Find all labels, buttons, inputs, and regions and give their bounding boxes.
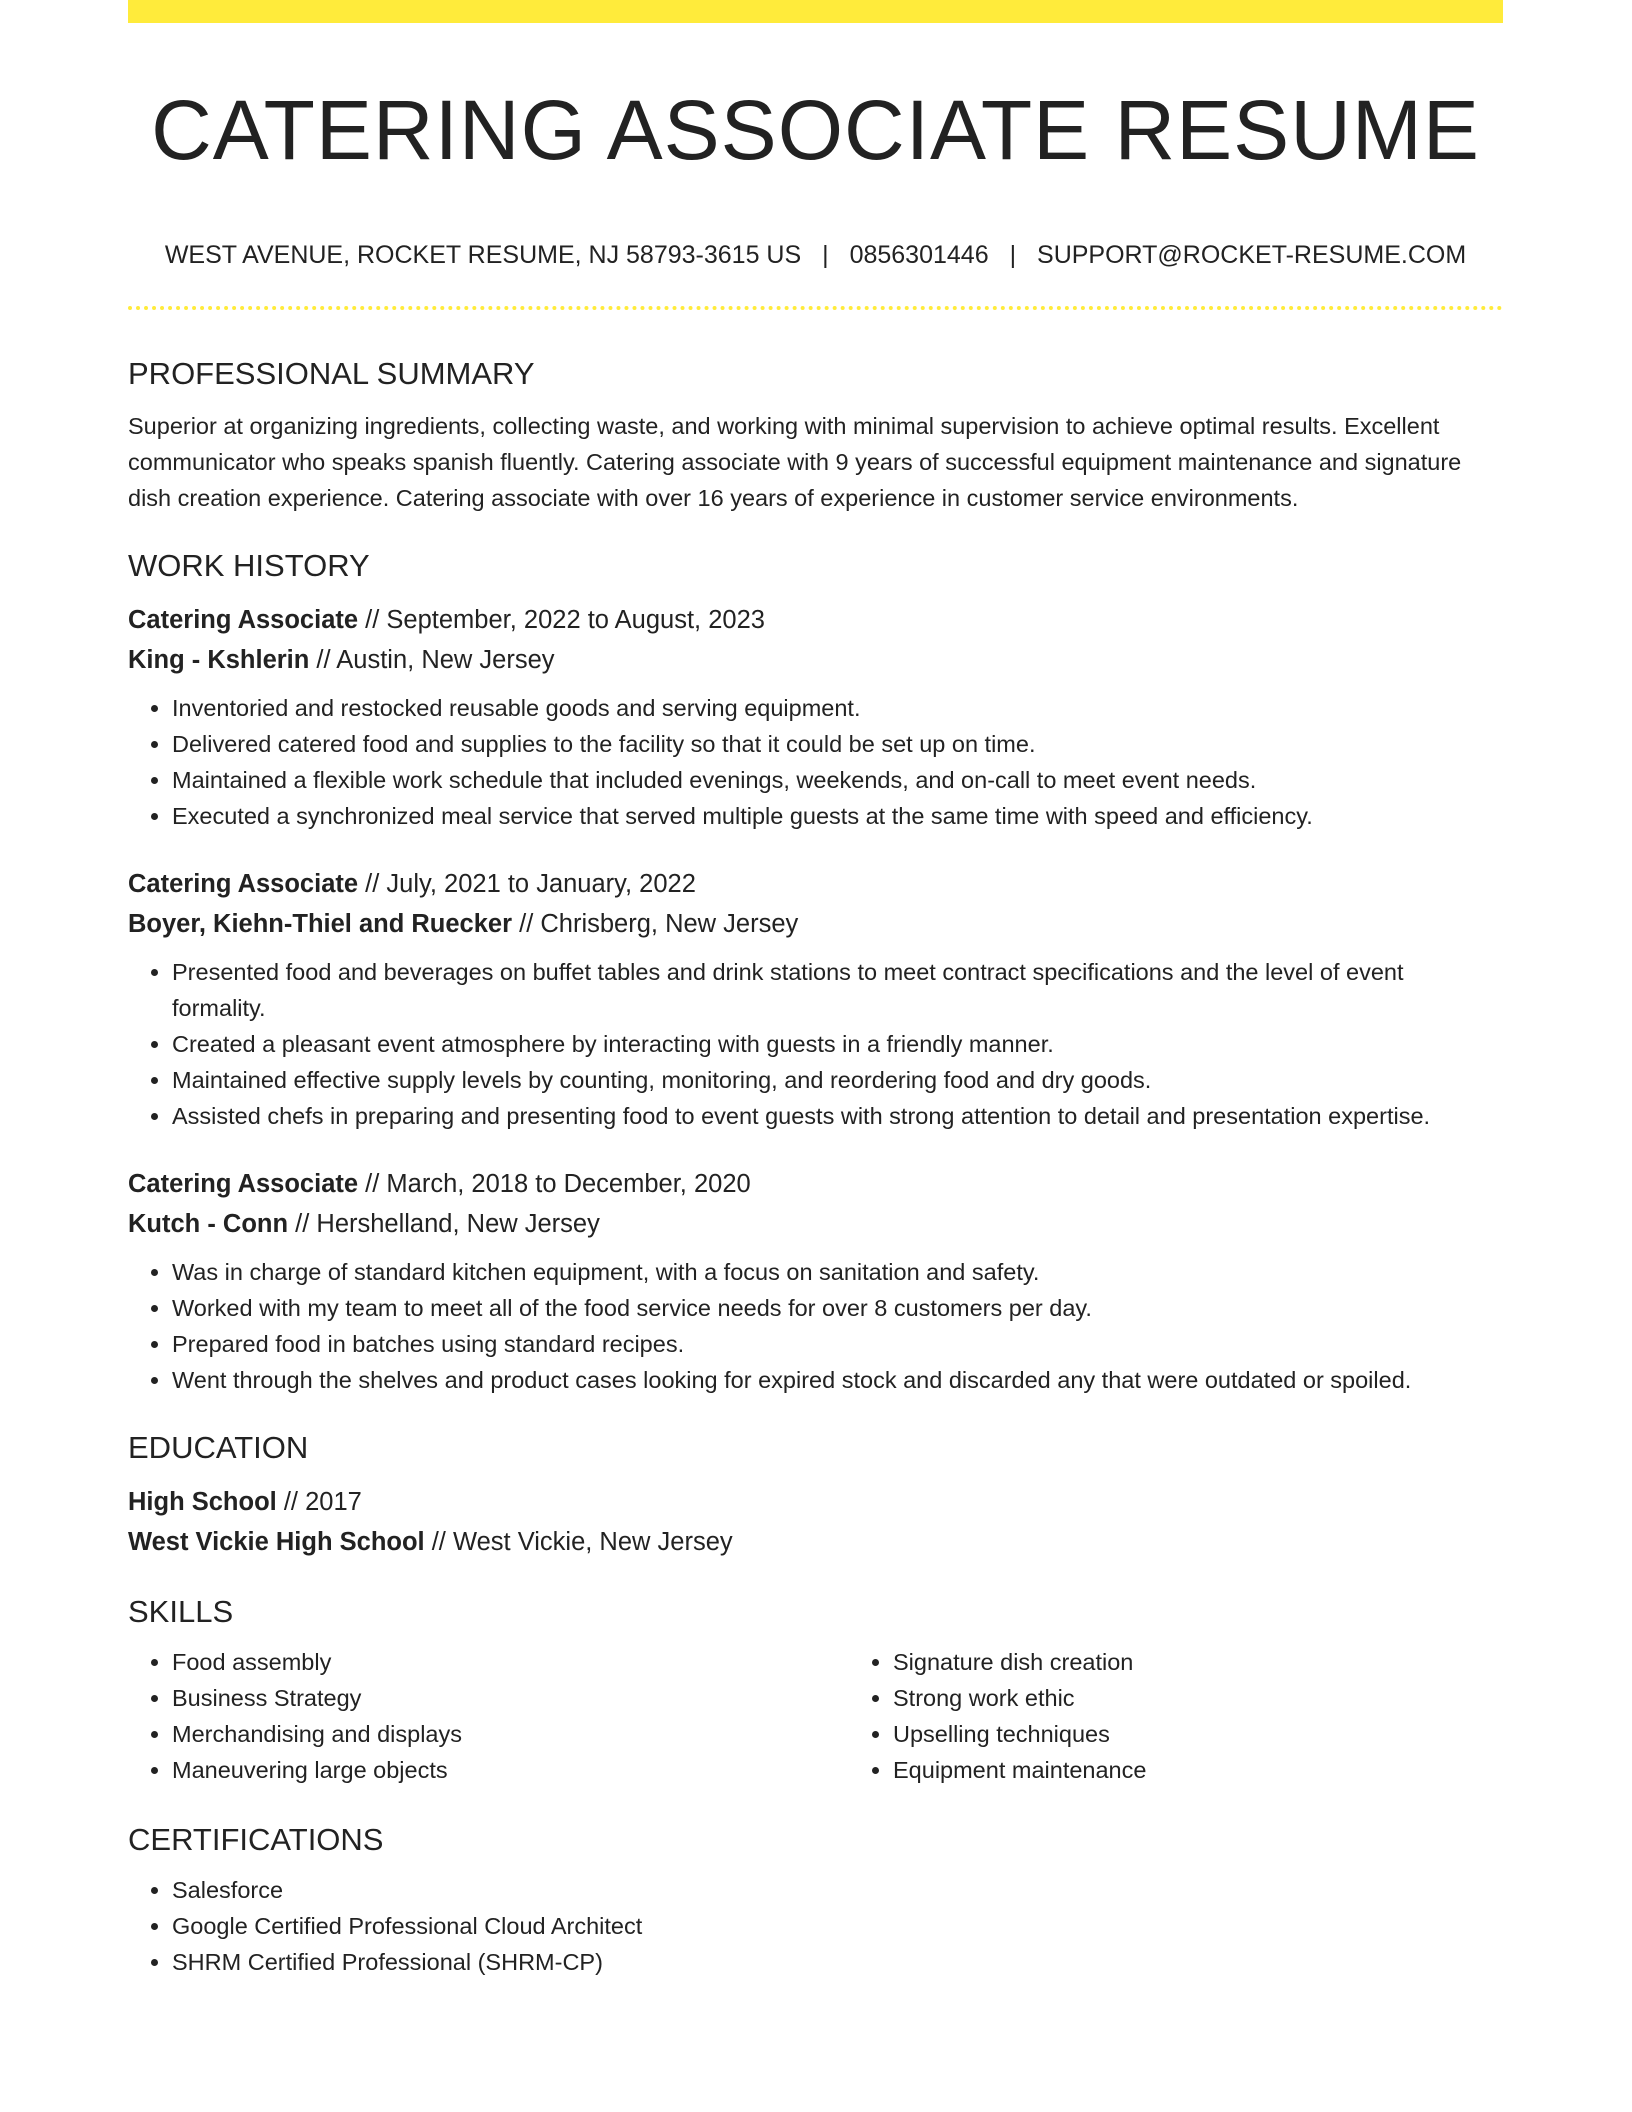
education-year: // 2017 <box>276 1488 362 1516</box>
list-item: • Was in charge of standard kitchen equipment, with a focus on sanitation and safety. <box>172 1254 1503 1290</box>
work-history-section <box>128 544 1503 1398</box>
job-dates: // July, 2021 to January, 2022 <box>358 870 696 898</box>
education-school-line <box>128 1522 1503 1562</box>
list-item: • Presented food and beverages on buffet tables and drink stations to meet contract specifications and the level of event formality. <box>172 954 1503 1026</box>
education-degree-line <box>128 1482 1503 1522</box>
job-entry <box>128 864 1503 1134</box>
job-role: Catering Associate <box>128 1170 359 1198</box>
section-heading: EDUCATION <box>128 1430 309 1465</box>
job-bullets <box>128 1254 1503 1398</box>
list-item: • Food assembly <box>172 1644 849 1680</box>
list-item: • Assisted chefs in preparing and presenting food to event guests with strong attention to detail and presentation expertise. <box>172 1098 1503 1134</box>
education-degree: High School <box>128 1488 277 1516</box>
list-item: • Business Strategy <box>172 1680 849 1716</box>
job-bullets <box>128 690 1503 834</box>
list-item: • Google Certified Professional Cloud Architect <box>172 1908 1503 1944</box>
job-role: Catering Associate <box>128 606 359 634</box>
list-item: • Created a pleasant event atmosphere by interacting with guests in a friendly manner. <box>172 1026 1503 1062</box>
contact-separator: | <box>1009 241 1017 269</box>
skills-section <box>128 1590 1503 1788</box>
list-item: • Merchandising and displays <box>172 1716 849 1752</box>
job-bullets <box>128 954 1503 1134</box>
list-item: • Equipment maintenance <box>893 1752 1570 1788</box>
contact-separator: | <box>822 241 829 269</box>
list-item: • Worked with my team to meet all of the food service needs for over 8 customers per day. <box>172 1290 1503 1326</box>
list-item: • Executed a synchronized meal service that served multiple guests at the same time with speed and efficiency. <box>172 798 1503 834</box>
summary-section <box>128 352 1503 516</box>
section-heading: SKILLS <box>128 1594 234 1629</box>
education-entry <box>128 1482 1503 1562</box>
contact-address: WEST AVENUE, ROCKET RESUME, NJ 58793-3615 US <box>164 241 802 269</box>
certifications-section <box>128 1818 1503 1980</box>
job-role-line <box>128 864 1503 904</box>
job-dates: // September, 2022 to August, 2023 <box>358 606 765 634</box>
job-role: Catering Associate <box>128 870 359 898</box>
section-heading: CERTIFICATIONS <box>128 1822 384 1857</box>
resume-title: CATERING ASSOCIATE RESUME <box>151 83 1480 177</box>
job-company-line <box>128 1204 1503 1244</box>
list-item: • Inventoried and restocked reusable goods and serving equipment. <box>172 690 1503 726</box>
list-item: • Maintained effective supply levels by counting, monitoring, and reordering food and dry goods. <box>172 1062 1503 1098</box>
certifications-list <box>128 1872 1503 1980</box>
list-item: • Signature dish creation <box>893 1644 1570 1680</box>
skills-right-list <box>849 1644 1570 1788</box>
list-item: • SHRM Certified Professional (SHRM-CP) <box>172 1944 1503 1980</box>
education-section <box>128 1426 1503 1562</box>
job-location: // Hershelland, New Jersey <box>288 1210 600 1238</box>
job-company: King - Kshlerin <box>128 646 310 674</box>
job-company: Kutch - Conn <box>128 1210 289 1238</box>
education-location: // West Vickie, New Jersey <box>424 1528 733 1556</box>
job-entry <box>128 600 1503 834</box>
job-location: // Chrisberg, New Jersey <box>512 910 799 938</box>
job-dates: // March, 2018 to December, 2020 <box>358 1170 751 1198</box>
skills-columns <box>128 1634 1503 1788</box>
dotted-divider <box>128 306 1503 310</box>
job-company-line <box>128 640 1503 680</box>
skills-left-list <box>128 1644 849 1788</box>
section-heading: PROFESSIONAL SUMMARY <box>128 356 535 391</box>
list-item: • Maintained a flexible work schedule that included evenings, weekends, and on-call to meet event needs. <box>172 762 1503 798</box>
job-role-line <box>128 1164 1503 1204</box>
contact-line <box>128 238 1503 272</box>
list-item: • Upselling techniques <box>893 1716 1570 1752</box>
job-company-line <box>128 904 1503 944</box>
contact-phone: 0856301446 <box>849 241 989 269</box>
summary-text: Superior at organizing ingredients, collecting waste, and working with minimal supervision to achieve optimal results. Excellent communicator who speaks spanish fluently. Catering associate with 9 years of successful equipment maintenance and signature dish creation experience. Catering associate with over 16 years of experience in customer service environments. <box>128 413 1462 511</box>
job-role-line <box>128 600 1503 640</box>
contact-email: SUPPORT@ROCKET-RESUME.COM <box>1037 241 1467 269</box>
list-item: • Prepared food in batches using standard recipes. <box>172 1326 1503 1362</box>
list-item: • Salesforce <box>172 1872 1503 1908</box>
list-item: • Strong work ethic <box>893 1680 1570 1716</box>
accent-bar <box>128 0 1503 23</box>
list-item: • Delivered catered food and supplies to the facility so that it could be set up on time. <box>172 726 1503 762</box>
resume-content <box>128 352 1503 1980</box>
education-school: West Vickie High School <box>128 1528 425 1556</box>
job-entry <box>128 1164 1503 1398</box>
list-item: • Went through the shelves and product cases looking for expired stock and discarded any that were outdated or spoiled. <box>172 1362 1503 1398</box>
job-location: // Austin, New Jersey <box>309 646 555 674</box>
list-item: • Maneuvering large objects <box>172 1752 849 1788</box>
section-heading: WORK HISTORY <box>128 548 370 583</box>
job-company: Boyer, Kiehn-Thiel and Ruecker <box>128 910 513 938</box>
